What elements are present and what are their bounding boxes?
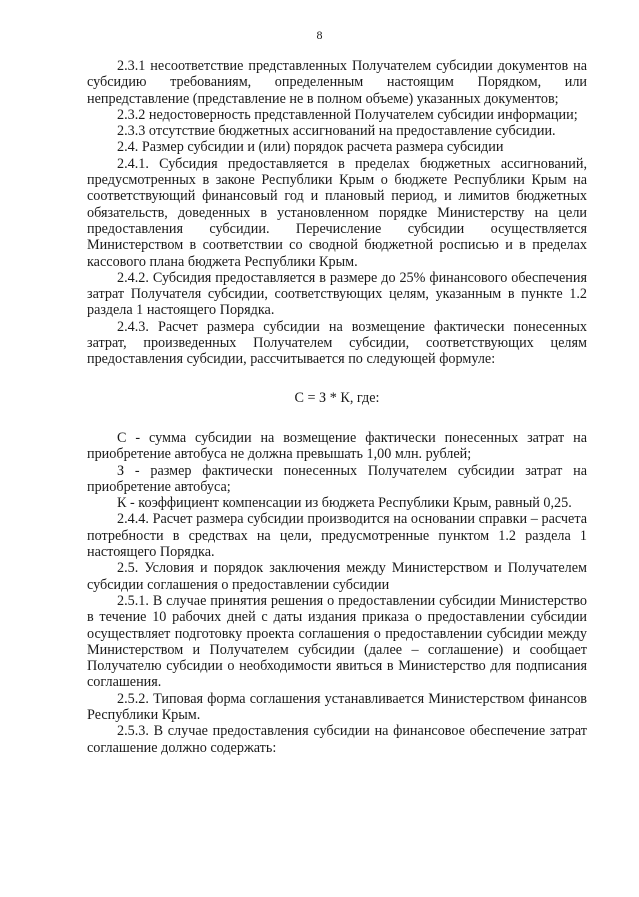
paragraph-2-3-3: 2.3.3 отсутствие бюджетных ассигнований на предоставление субсидии. [117, 123, 556, 140]
paragraph-2-5-3: 2.5.3. В случае предоставления субсидии на финансовое обеспечение затрат соглашение должно содержать: [87, 723, 587, 756]
paragraph-2-4-3: 2.4.3. Расчет размера субсидии на возмещение фактически понесенных затрат, произведенных Получателем субсидии, соответствующих целям предоставления субсидии, рассчитывается по следующей формуле: [87, 318, 587, 368]
paragraph-2-5-heading: 2.5. Условия и порядок заключения между Министерством и Получателем субсидии соглашения о предоставлении субсидии [87, 560, 587, 593]
paragraph-2-4-2: 2.4.2. Субсидия предоставляется в размере до 25% финансового обеспечения затрат Получателя субсидии, соответствующих целям, указанным в пункте 1.2 раздела 1 настоящего Порядка. [87, 269, 587, 319]
paragraph-2-3-1: 2.3.1 несоответствие представленных Получателем субсидии документов на субсидию требованиям, определенным настоящим Порядком, или непредставление (представление не в полном объеме) указанных документов; [87, 58, 587, 107]
paragraph-2-4-4: 2.4.4. Расчет размера субсидии производится на основании справки – расчета потребности в средствах на цели, предусмотренные пунктом 1.2 раздела 1 настоящего Порядка. [87, 511, 587, 561]
page-number: 8 [316, 28, 323, 42]
paragraph-2-4-1: 2.4.1. Субсидия предоставляется в пределах бюджетных ассигнований, предусмотренных в законе Республики Крым о бюджете Республики Крым на соответствующий финансовый год и плановый период, и лимитов бюджетных обязательств, доведенных в установленном порядке Министерству на цели предоставления субсидии. Перечисление субсидии осуществляется Министерством в соответствии со сводной бюджетной росписью и в пределах кассового плана бюджета Республики Крым. [87, 155, 587, 270]
paragraph-2-4-heading: 2.4. Размер субсидии и (или) порядок расчета размера субсидии [117, 139, 504, 156]
paragraph-2-5-1: 2.5.1. В случае принятия решения о предоставлении субсидии Министерство в течение 10 рабочих дней с даты издания приказа о предоставлении субсидии осуществляет подготовку проекта соглашения о предоставлении субсидии между Министерством и Получателем субсидии (далее – соглашение) и сообщает Получателю субсидии о необходимости явиться в Министерство для подписания соглашения. [87, 592, 587, 691]
definition-z: З - размер фактически понесенных Получателем субсидии затрат на приобретение автобуса; [87, 462, 587, 495]
definition-k: К - коэффициент компенсации из бюджета Республики Крым, равный 0,25. [117, 495, 572, 512]
definition-c: С - сумма субсидии на возмещение фактически понесенных затрат на приобретение автобуса не должна превышать 1,00 млн. рублей; [87, 429, 587, 463]
formula: С = З * К, где: [294, 389, 380, 406]
document-body [87, 58, 587, 756]
paragraph-2-5-2: 2.5.2. Типовая форма соглашения устанавливается Министерством финансов Республики Крым. [87, 690, 587, 723]
paragraph-2-3-2: 2.3.2 недостоверность представленной Получателем субсидии информации; [117, 106, 578, 123]
